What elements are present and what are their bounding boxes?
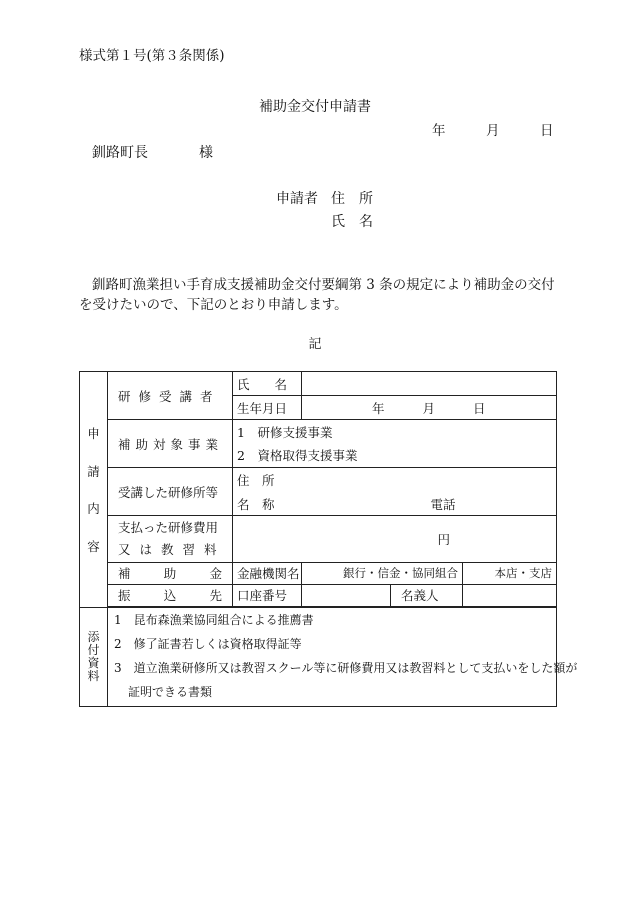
institution-label: 受講した研修所等 bbox=[108, 468, 233, 516]
section-char: 請 bbox=[87, 463, 100, 479]
institution-phone-label: 電話 bbox=[430, 496, 456, 512]
application-table bbox=[79, 371, 578, 707]
applicant-name-label: 氏 名 bbox=[331, 214, 373, 230]
bank-label: 金融機関名 bbox=[233, 562, 302, 584]
dob-month-label: 月 bbox=[422, 400, 436, 416]
date-month-label: 月 bbox=[486, 123, 500, 139]
dob-day-label: 日 bbox=[473, 400, 486, 416]
project-option-2[interactable]: 2 資格取得支援事業 bbox=[233, 444, 557, 468]
branch-types[interactable]: 本店・支店 bbox=[463, 562, 557, 584]
bank-types[interactable]: 銀行・信金・協同組合 bbox=[302, 562, 463, 584]
institution-address-field[interactable] bbox=[233, 468, 557, 492]
document-title: 補助金交付申請書 bbox=[259, 99, 371, 115]
fee-label bbox=[108, 516, 233, 562]
trainee-dob-field[interactable] bbox=[302, 396, 557, 420]
date-day-label: 日 bbox=[540, 123, 554, 139]
attach-char: 添 bbox=[87, 629, 100, 644]
trainee-dob-label: 生年月日 bbox=[233, 396, 302, 420]
addressee-honorific: 様 bbox=[199, 145, 213, 161]
attach-char: 資 bbox=[87, 655, 100, 670]
account-label: 口座番号 bbox=[233, 584, 302, 606]
form-number: 様式第１号(第３条関係) bbox=[79, 48, 225, 64]
addressee: 釧路町長 bbox=[92, 145, 148, 161]
fee-amount-field[interactable] bbox=[233, 516, 557, 562]
ki-heading: 記 bbox=[308, 337, 322, 352]
section-label-application-contents bbox=[80, 372, 108, 608]
trainee-label: 研修受講者 bbox=[108, 372, 233, 420]
fee-label-line2: 又は教習料 bbox=[118, 541, 226, 557]
attachment-item: 1 昆布森漁業協同組合による推薦書 bbox=[114, 612, 314, 627]
transfer-label-line2: 振 込 先 bbox=[108, 584, 233, 606]
institution-address-label: 住 所 bbox=[237, 473, 275, 489]
dob-year-label: 年 bbox=[372, 400, 385, 416]
holder-label: 名義人 bbox=[391, 584, 463, 606]
section-char: 内 bbox=[87, 501, 100, 517]
applicant-label: 申請者 bbox=[276, 191, 318, 207]
attachment-item: 3 道立漁業研修所又は教習スクール等に研修費用又は教習料として支払いをした額が bbox=[114, 660, 578, 675]
institution-name-label: 名 称 bbox=[237, 496, 275, 512]
date-year-label: 年 bbox=[432, 123, 446, 139]
attachments-list bbox=[108, 607, 578, 706]
attach-char: 料 bbox=[87, 668, 100, 683]
account-number-field[interactable] bbox=[302, 584, 391, 606]
attachment-item: 証明できる書類 bbox=[128, 684, 213, 699]
project-option-1[interactable]: 1 研修支援事業 bbox=[233, 420, 557, 444]
transfer-label-line1: 補 助 金 bbox=[108, 562, 233, 584]
attach-char: 付 bbox=[87, 642, 100, 657]
section-char: 容 bbox=[87, 538, 100, 554]
applicant-address-label: 住 所 bbox=[331, 191, 373, 207]
trainee-name-label: 氏 名 bbox=[233, 372, 302, 396]
trainee-name-field[interactable] bbox=[302, 372, 557, 396]
project-label: 補助対象事業 bbox=[108, 420, 233, 468]
fee-unit: 円 bbox=[437, 531, 450, 547]
holder-field[interactable] bbox=[463, 584, 557, 606]
attachment-item: 2 修了証書若しくは資格取得証等 bbox=[114, 636, 302, 651]
application-statement: 釧路町漁業担い手育成支援補助金交付要綱第 3 条の規定により補助金の交付を受けたいので、下記のとおり申請します。 bbox=[79, 277, 555, 313]
section-char: 申 bbox=[87, 426, 100, 442]
section-label-attachments bbox=[80, 607, 108, 706]
fee-label-line1: 支払った研修費用 bbox=[118, 519, 219, 535]
institution-name-field[interactable] bbox=[233, 492, 557, 516]
